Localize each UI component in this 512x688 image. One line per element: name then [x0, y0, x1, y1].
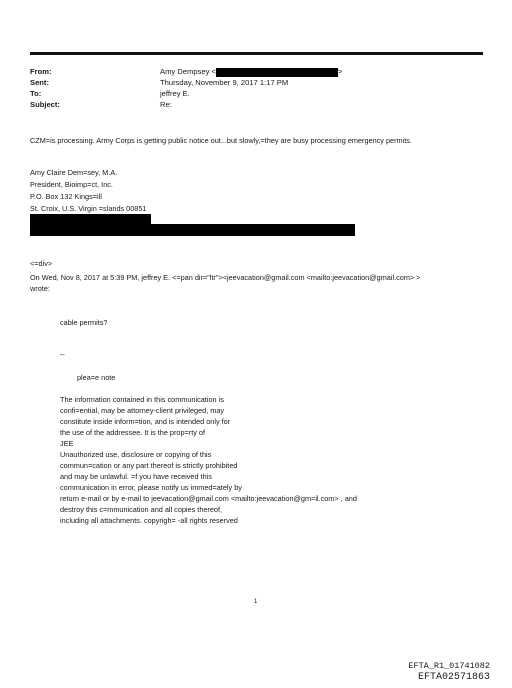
- signature-line: Amy Claire Dem=sey, M.A.: [30, 168, 118, 177]
- signature-line: President, Bioimp=ct, Inc.: [30, 180, 113, 189]
- sent-label: Sent:: [30, 78, 49, 87]
- main-message: CZM=is processing. Army Corps is getting public notice out...but slowly,=they are busy processing emergency permits.: [30, 136, 412, 145]
- disclaimer-line: and may be unlawful. =f you have received this: [60, 472, 212, 481]
- disclaimer-line: Unauthorized use, disclosure or copying of this: [60, 450, 212, 459]
- signature-separator: --: [60, 350, 65, 359]
- sent-value: Thursday, November 9, 2017 1:17 PM: [160, 78, 289, 87]
- disclaimer-line: JEE: [60, 439, 74, 448]
- disclaimer-line: constitute inside inform=tion, and is intended only for: [60, 417, 231, 426]
- signature-line: St. Croix, U.S. Virgin =slands 00851: [30, 204, 147, 213]
- to-label: To:: [30, 89, 42, 98]
- reply-header-wrote: wrote:: [30, 284, 50, 293]
- page-number: 1: [254, 599, 258, 605]
- subject-label: Subject:: [30, 100, 60, 109]
- signature-line: P.O. Box 132 Kings=ill: [30, 192, 102, 201]
- disclaimer-line: return e-mail or by e-mail to jeevacation@gmail.com <mailto:jeevacation@gm=il.com> , and: [60, 494, 357, 503]
- disclaimer-line: the use of the addressee. It is the prop=rty of: [60, 428, 206, 437]
- redaction-box: [30, 214, 151, 224]
- subject-value: Re:: [160, 100, 172, 109]
- from-label: From:: [30, 67, 52, 76]
- disclaimer-line: commun=cation or any part thereof is strictly prohibited: [60, 461, 238, 470]
- bates-number-primary: EFTA_R1_01741082: [408, 661, 490, 671]
- disclaimer-line: destroy this c=mmunication and all copies thereof,: [60, 505, 223, 514]
- disclaimer-line: The information contained in this communication is: [60, 395, 224, 404]
- disclaimer-line: including all attachments. copyrigh= -all rights reserved: [60, 516, 238, 525]
- reply-header-line: On Wed, Nov 8, 2017 at 5:39 PM, jeffrey E. <=pan dir="ltr"><jeevacation@gmail.com <mailto:jeevacation@gmail.com> >: [30, 273, 421, 282]
- please-note-text: plea=e note: [77, 373, 116, 382]
- to-value: jeffrey E.: [160, 89, 190, 98]
- div-tag-text: <=div>: [30, 259, 53, 268]
- redaction-box: [216, 68, 338, 77]
- bates-number-secondary: EFTA02571863: [417, 672, 490, 683]
- redaction-box: [30, 224, 355, 236]
- quoted-message: cable permits?: [60, 318, 108, 327]
- from-value: Amy Dempsey < >: [160, 67, 343, 76]
- disclaimer-line: communication in error, please notify us immed=ately by: [60, 483, 242, 492]
- header-divider: [30, 52, 483, 55]
- disclaimer-line: confi=ential, may be attorney-client privileged, may: [60, 406, 225, 415]
